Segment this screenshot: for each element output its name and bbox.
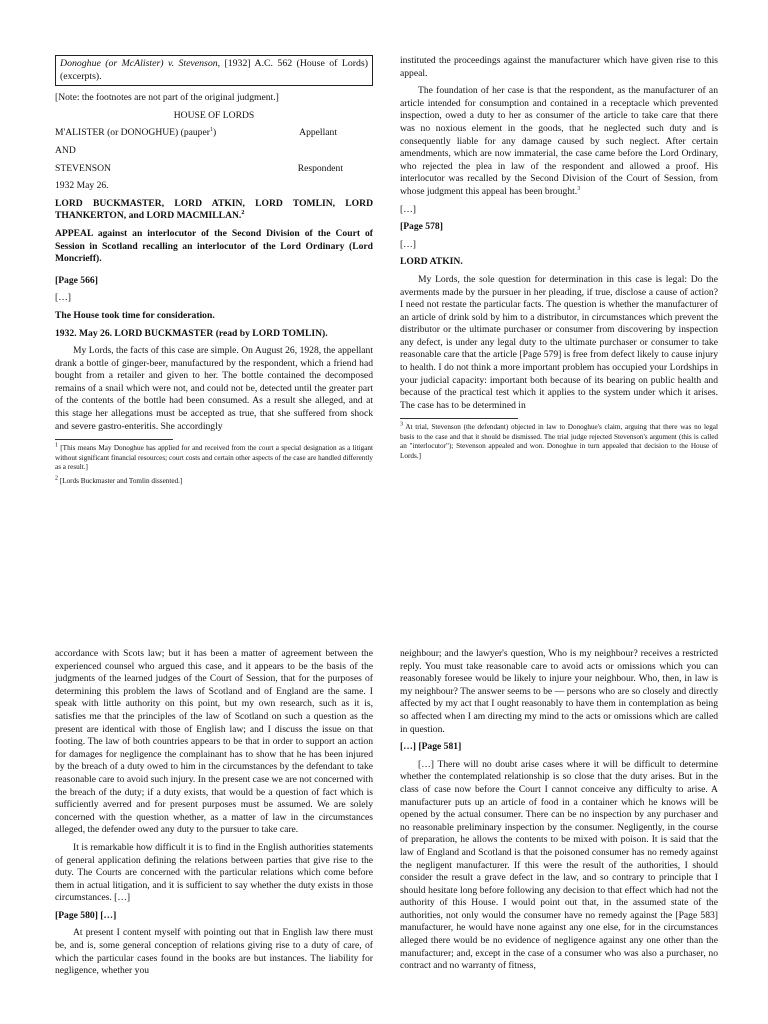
footnote-rule — [55, 439, 173, 440]
case-title-box — [55, 55, 373, 86]
footnote-3: $^3$ At trial, Stevenson (the defendant) objected in law to Donoghue's claim, arguing that there was no legal basis to the case and that it should be dismissed. The trial judge rejected Stevenson's argument (this is called an "interlocutor"); Stevenson appealed and won. Donoghue in turn appealed that decision to the House of Lords.] — [400, 422, 718, 460]
judgment-date: 1932 May 26. — [55, 180, 109, 192]
page-ref-581: […] [Page 581] — [400, 741, 462, 753]
lords-list: LORD BUCKMASTER, LORD ATKIN, LORD TOMLIN, LORD THANKERTON, and LORD MACMILLAN.$^2$ — [55, 197, 373, 222]
ellipsis: […] — [55, 292, 71, 304]
left-column-2 — [55, 648, 373, 983]
respondent-row — [55, 163, 373, 176]
court-heading: HOUSE OF LORDS — [173, 109, 255, 121]
content-paragraph: At present I content myself with pointing out that in English law there must be, and is, some general conception of relations giving rise to a duty of care, of which the particular cases found in the books are but instances. The liability for negligence, whether you — [55, 927, 373, 977]
left-column — [55, 55, 373, 492]
footnote-1: $^1$ [This means May Donoghue has applied for and received from the court a special designation as a litigant without significant financial resources; court costs and certain other aspects of the case are handled differently as a result.] — [55, 442, 373, 472]
foundation-paragraph: The foundation of her case is that the respondent, as the manufacturer of an article intended for consumption and contained in a receptacle which prevented inspection, owed a duty to her as consumer of the article to take care that there was no noxious element in the goods, that he neglected such duty and is consequently liable for any damage caused by such neglect. After certain amendments, which are now immaterial, the case came before the Lord Ordinary, who rejected the plea in law of the respondent and allowed a proof. His interlocutor was recalled by the Second Division of the Court of Session, from whose judgment this appeal has been brought.$^3$ — [400, 85, 718, 197]
scots-law-paragraph: accordance with Scots law; but it has been a matter of agreement between the experienced counsel who argued this case, and it appears to be the basis of the judgments of the learned judges of the Court of Session, that for the purposes of determining this problem the laws of Scotland and of England are the same. I speak with little authority on this point, but my own research, such as it is, satisfies me that the principles of the law of Scotland on such a question as the present are identical with those of English law; and I discuss the issue on that footing. The law of both countries appears to be that in order to support an action for damages for negligence the complainant has to show that he has been injured by the breach of a duty owed to him in the circumstances by the defendant to take reasonable care to avoid such injury. In the present case we are not concerned with the breach of the duty; if a duty exists, that would be a question of fact which is sufficiently averred and for present purposes must be assumed. We are solely concerned with the question whether, as a matter of law in the circumstances alleged, the defender owed any duty to the pursuer to take care. — [55, 648, 373, 836]
continued-paragraph: instituted the proceedings against the manufacturer which have given rise to this appeal. — [400, 55, 718, 79]
and-label: AND — [55, 144, 76, 156]
respondent-role: Respondent — [297, 162, 343, 174]
right-column — [400, 55, 718, 466]
buckmaster-heading: 1932. May 26. LORD BUCKMASTER (read by LORD TOMLIN). — [55, 327, 328, 339]
footnote-rule-right — [400, 418, 518, 419]
appeal-summary: APPEAL against an interlocutor of the Second Division of the Court of Session in Scotland recalling an interlocutor of the Lord Ordinary (Lord Moncrieff). — [55, 227, 373, 265]
right-column-2 — [400, 648, 718, 978]
document-page-2 — [0, 514, 768, 1024]
atkin-heading: LORD ATKIN. — [400, 256, 463, 268]
page-ref-580: [Page 580] […] — [55, 909, 117, 921]
editor-note: [Note: the footnotes are not part of the original judgment.] — [55, 92, 279, 104]
difficulty-paragraph: […] There will no doubt arise cases where it will be difficult to determine whether the contemplated relationship is so close that the duty arises. But in the class of case now before the Court I cannot conceive any difficulty to arise. A manufacturer puts up an article of food in a container which he knows will be opened by the actual consumer. There can be no inspection by any purchaser and no reasonable preliminary inspection by the consumer. Negligently, in the course of preparation, he allows the contents to be mixed with poison. It is said that the law of England and Scotland is that the poisoned consumer has no remedy against the negligent manufacturer. If this were the result of the authorities, I should consider the result a grave defect in the law, and so contrary to principle that I should hesitate long before following any decision to that effect which had not the authority of this House. I would point out that, in the assumed state of the authorities, not only would the consumer have no remedy against the [Page 583] manufacturer, he would have none against any one else, for in the circumstances alleged there would be no evidence of negligence against any one other than the manufacturer; and, except in the case of a consumer who was also a purchaser, no contract and no warranty of fitness, — [400, 758, 718, 972]
ellipsis-2: […] — [400, 238, 416, 250]
appellant-row — [55, 127, 373, 140]
respondent-name: STEVENSON — [55, 162, 111, 174]
appellant-name: M'ALISTER (or DONOGHUE) (pauper$^1$) — [55, 127, 217, 139]
remarkable-paragraph: It is remarkable how difficult it is to find in the English authorities statements of general application defining the relations between parties that give rise to the duty. The Courts are concerned with the particular relations which come before them in actual litigation, and it is sufficient to say whether the duty exists in those circumstances. […] — [55, 841, 373, 904]
page-ref-566: [Page 566] — [55, 274, 98, 286]
atkin-paragraph: My Lords, the sole question for determination in this case is legal: Do the averments made by the pursuer in her pleading, if true, disclose a cause of action? I need not restate the particular facts. The question is whether the manufacturer of an article of drink sold by him to a distributor, in circumstances which prevent the distributor or the ultimate purchaser or consumer from discovering by inspection any defect, is under any legal duty to the ultimate purchaser or consumer to take reasonable care that the article [Page 579] is free from defect likely to cause injury to health. I do not think a more important problem has occupied your Lordships in your judicial capacity: important both because of its bearing on public health and because of the practical test which it applies to the system under which it arises. The case has to be determined in — [400, 273, 718, 411]
document-page-1 — [0, 0, 768, 510]
neighbour-paragraph: neighbour; and the lawyer's question, Who is my neighbour? receives a restricted reply. You must take reasonable care to avoid acts or omissions which you can reasonably foresee would be likely to injure your neighbour. Who, then, in law is my neighbour? The answer seems to be — persons who are so closely and directly affected by my act that I ought reasonably to have them in contemplation as being so affected when I am directing my mind to the acts or omissions which are called in question. — [400, 648, 718, 735]
consideration-line: The House took time for consideration. — [55, 309, 215, 321]
case-citation: , [1932] A.C. 562 (House of Lords) (excerpts). — [60, 58, 368, 82]
ellipsis-1: […] — [400, 203, 416, 215]
footnote-2: $^2$ [Lords Buckmaster and Tomlin dissented.] — [55, 476, 183, 486]
case-name: Donoghue (or McAlister) v. Stevenson — [60, 58, 218, 69]
appellant-role: Appellant — [299, 127, 337, 139]
page-ref-578: [Page 578] — [400, 221, 443, 233]
buckmaster-paragraph: My Lords, the facts of this case are simple. On August 26, 1928, the appellant drank a bottle of ginger-beer, manufactured by the respondent, which a friend had bought from a retailer and given to her. The bottle contained the decomposed remains of a snail which were not, and could not be, detected until the greater part of the contents of the bottle had been consumed. As a result she alleged, and at this stage her allegations must be accepted as true, that she suffered from shock and severe gastro-enteritis. She accordingly — [55, 345, 373, 432]
